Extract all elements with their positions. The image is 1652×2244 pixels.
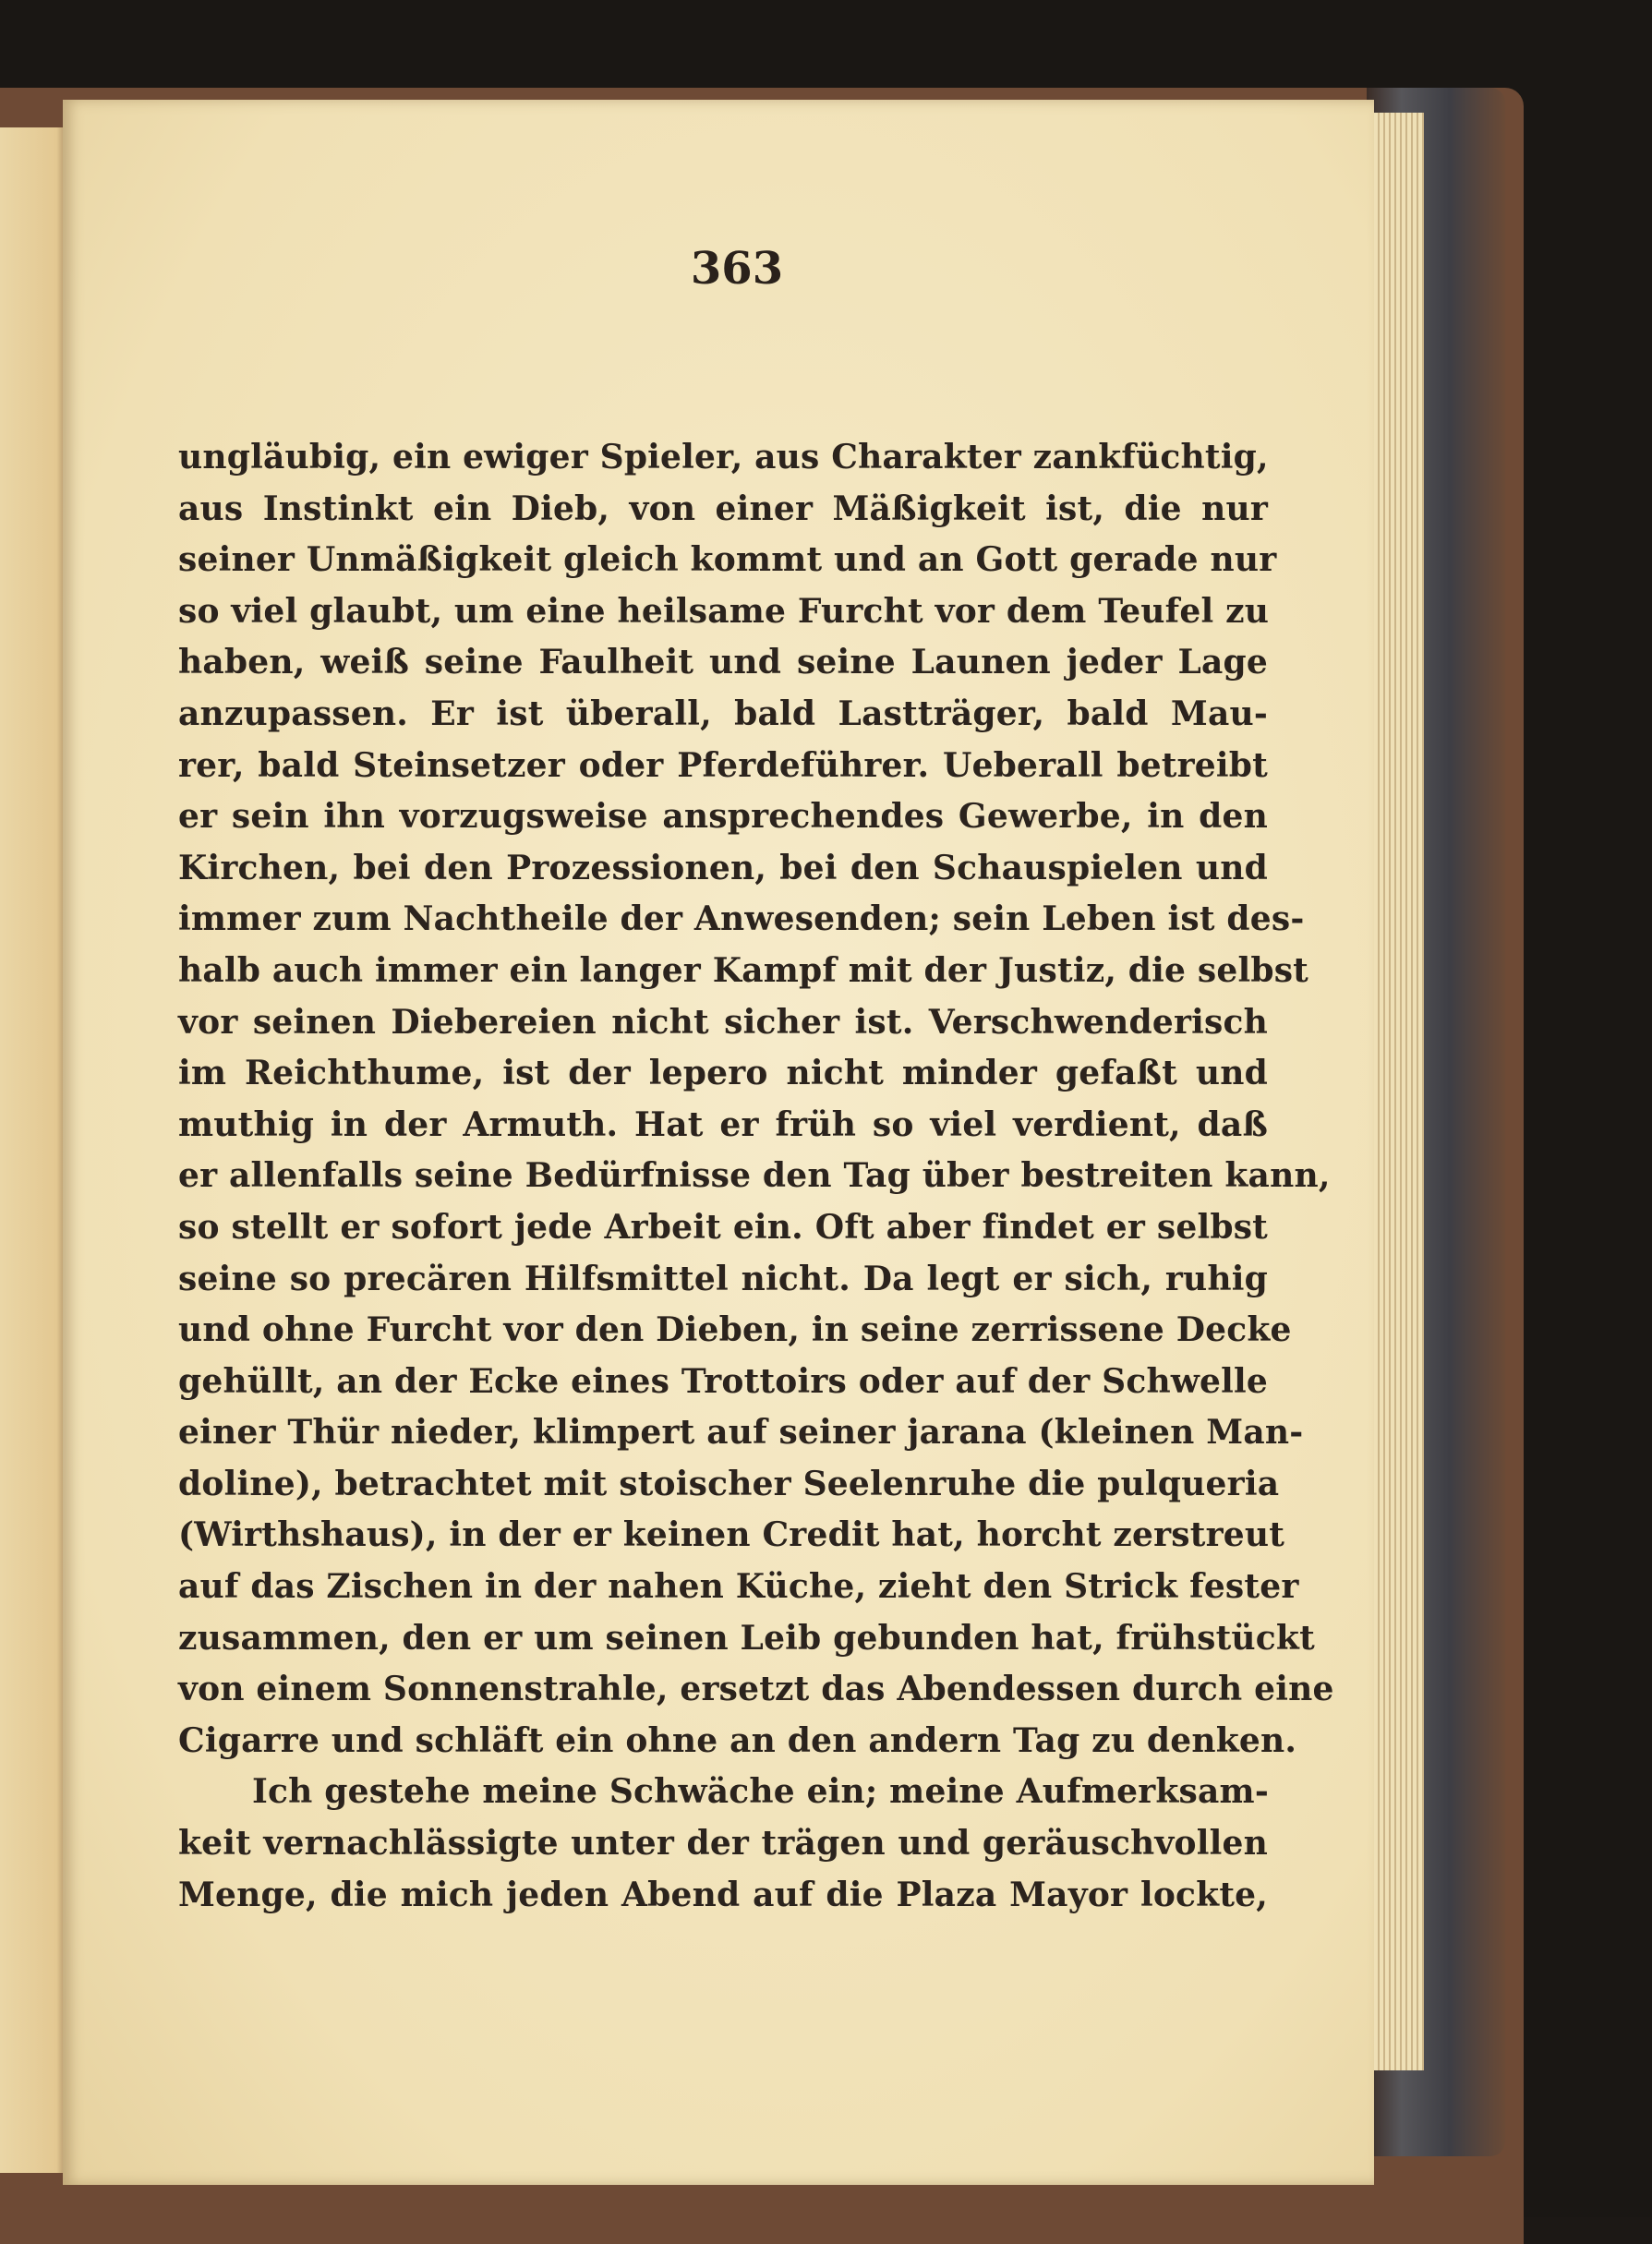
text-line: vor seinen Diebereien nicht sicher ist. Verschwenderisch [178, 1002, 1268, 1042]
text-line: haben, weiß seine Faulheit und seine Launen jeder Lage [178, 643, 1268, 682]
text-line: zusammen, den er um seinen Leib gebunden hat, frühstückt [178, 1618, 1315, 1658]
text-line: muthig in der Armuth. Hat er früh so viel verdient, daß [178, 1104, 1268, 1144]
text-line: anzupassen. Er ist überall, bald Lastträger, bald Mau- [178, 694, 1268, 733]
text-line: seiner Unmäßigkeit gleich kommt und an Gott gerade nur [178, 540, 1277, 580]
text-line: so stellt er sofort jede Arbeit ein. Oft aber findet er selbst [178, 1207, 1268, 1247]
text-line: ungläubig, ein ewiger Spieler, aus Charakter zankfüchtig, [178, 438, 1269, 477]
text-line: und ohne Furcht vor den Dieben, in seine zerrissene Decke [178, 1310, 1292, 1350]
page-number: 363 [690, 243, 784, 295]
text-line: im Reichthume, ist der lepero nicht minder gefaßt und [178, 1054, 1268, 1093]
text-line: aus Instinkt ein Dieb, von einer Mäßigkeit ist, die nur [178, 489, 1268, 528]
text-line: von einem Sonnenstrahle, ersetzt das Abendessen durch eine [178, 1670, 1334, 1709]
text-line: einer Thür nieder, klimpert auf seiner jarana (kleinen Man- [178, 1413, 1304, 1453]
text-line: so viel glaubt, um eine heilsame Furcht vor dem Teufel zu [178, 591, 1270, 631]
text-line: immer zum Nachtheile der Anwesenden; sein Leben ist des- [178, 899, 1305, 939]
text-line: er allenfalls seine Bedürfnisse den Tag über bestreiten kann, [178, 1156, 1331, 1196]
text-line: keit vernachlässigte unter der trägen und geräuschvollen [178, 1824, 1268, 1864]
text-line: (Wirthshaus), in der er keinen Credit hat, horcht zerstreut [178, 1515, 1285, 1555]
text-line: Kirchen, bei den Prozessionen, bei den Schauspielen und [178, 848, 1268, 887]
text-line: rer, bald Steinsetzer oder Pferdeführer. Ueberall betreibt [178, 745, 1268, 785]
text-line: er sein ihn vorzugsweise ansprechendes Gewerbe, in den [178, 797, 1268, 837]
text-line: Ich gestehe meine Schwäche ein; meine Aufmerksam- [252, 1772, 1269, 1812]
text-line: Cigarre und schläft ein ohne an den andern Tag zu denken. [178, 1720, 1297, 1760]
text-line: seine so precären Hilfsmittel nicht. Da legt er sich, ruhig [178, 1259, 1268, 1298]
text-line: Menge, die mich jeden Abend auf die Plaza Mayor lockte, [178, 1875, 1268, 1914]
text-line: doline), betrachtet mit stoischer Seelenruhe die pulqueria [178, 1464, 1280, 1503]
text-line: halb auch immer ein langer Kampf mit der Justiz, die selbst [178, 950, 1309, 990]
facing-page-edge [0, 127, 66, 2173]
text-line: auf das Zischen in der nahen Küche, zieht den Strick fester [178, 1567, 1299, 1607]
book-page [63, 100, 1374, 2185]
page-text [178, 432, 1334, 1921]
text-line: gehüllt, an der Ecke eines Trottoirs oder auf der Schwelle [178, 1361, 1268, 1401]
